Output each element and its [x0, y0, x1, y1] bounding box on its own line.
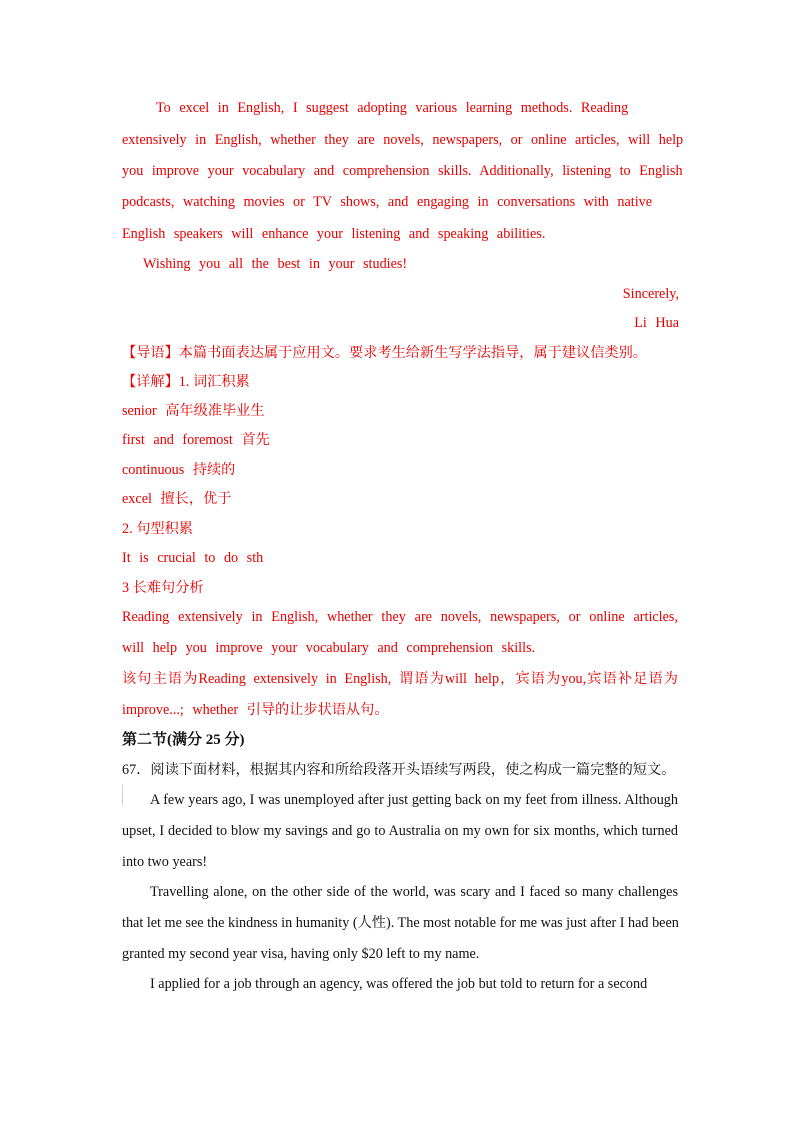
essay-line-5: English speakers will enhance your listening and speaking abilities. [122, 226, 546, 242]
section-heading: 第二节(满分 25 分) [122, 732, 245, 748]
story-line-6: granted my second year visa, having only $20 left to my name. [122, 946, 480, 962]
analysis-sentence-title: 2. 句型积累 [122, 521, 193, 537]
essay-line-4: podcasts, watching movies or TV shows, and engaging in conversations with native [122, 194, 653, 210]
story-line-5: that let me see the kindness in humanity (人性). The most notable for me was just after I had been [122, 915, 679, 931]
analysis-sentence-pattern: It is crucial to do sth [122, 550, 264, 566]
essay-line-3: you improve your vocabulary and comprehension skills. Additionally, listening to English [122, 163, 683, 179]
essay-line-1: To excel in English, I suggest adopting various learning methods. Reading [156, 100, 629, 116]
explanation-line-1: 该句主语为Reading extensively in English, 谓语为will help，宾语为you,宾语补足语为 [122, 671, 678, 687]
vocab-item: continuous 持续的 [122, 462, 236, 478]
story-line-7: I applied for a job through an agency, was offered the job but told to return for a second [150, 976, 648, 992]
story-line-2: upset, I decided to blow my savings and go to Australia on my own for six months, which turned [122, 823, 678, 839]
story-line-1: A few years ago, I was unemployed after just getting back on my feet from illness. Although [150, 792, 678, 808]
long-sentence-line-2: will help you improve your vocabulary and comprehension skills. [122, 640, 536, 656]
essay-closing-wish: Wishing you all the best in your studies! [143, 256, 408, 272]
analysis-long-sentence-title: 3 长难句分析 [122, 580, 204, 596]
essay-signature: Li Hua [634, 315, 679, 331]
explanation-line-2: improve...; whether 引导的让步状语从句。 [122, 702, 389, 718]
essay-line-2: extensively in English, whether they are novels, newspapers, or online articles, will help [122, 132, 684, 148]
vocab-item: excel 擅长，优于 [122, 491, 232, 507]
question-prompt: 67．阅读下面材料，根据其内容和所给段落开头语续写两段，使之构成一篇完整的短文。 [122, 762, 676, 778]
vocab-item: first and foremost 首先 [122, 432, 270, 448]
essay-sign-off: Sincerely, [622, 286, 679, 302]
vocab-item: senior 高年级准毕业生 [122, 403, 265, 419]
story-line-4: Travelling alone, on the other side of the world, was scary and I faced so many challenges [150, 884, 678, 900]
story-line-3: into two years! [122, 854, 208, 870]
long-sentence-line-1: Reading extensively in English, whether they are novels, newspapers, or online articles, [122, 609, 678, 625]
analysis-guide: 【导语】本篇书面表达属于应用文。要求考生给新生写学法指导，属于建议信类别。 [122, 345, 647, 361]
analysis-detail-title: 【详解】1. 词汇积累 [122, 374, 250, 390]
margin-rule [122, 785, 123, 805]
